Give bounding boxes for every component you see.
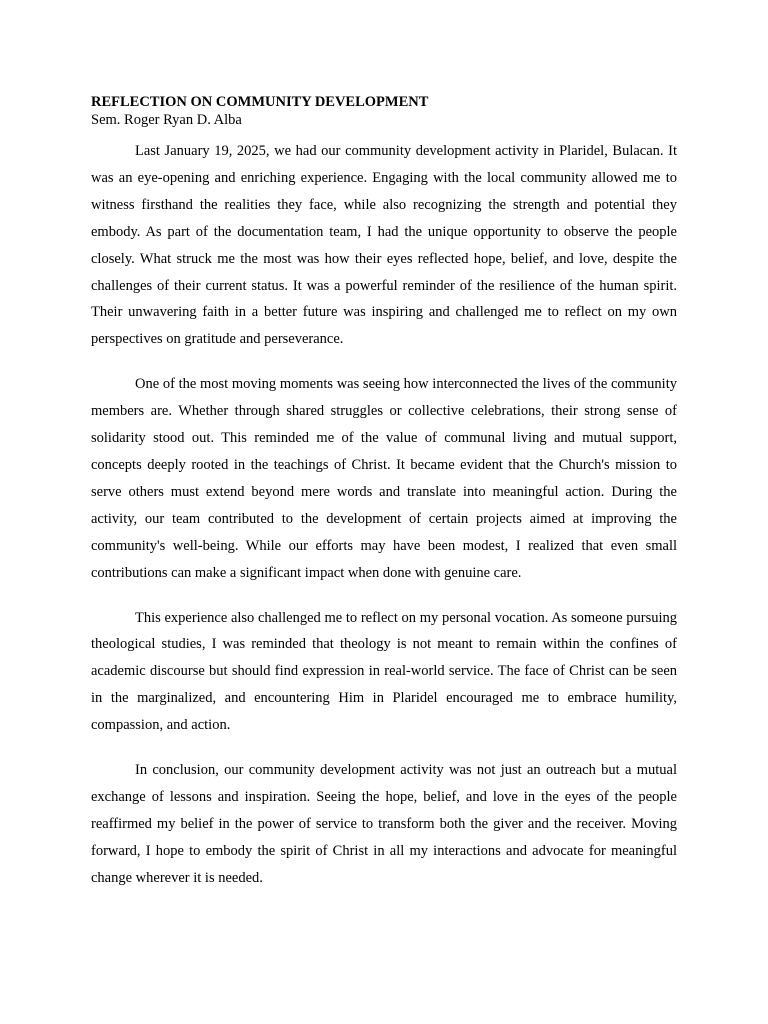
- paragraph-1: Last January 19, 2025, we had our community development activity in Plaridel, Bulacan. It was an eye-opening and enriching experience. Engaging with the local community allowed me to witness firsthand the realities they face, while also recognizing the strength and potential they embody. As part of the documentation team, I had the unique opportunity to observe the people closely. What struck me the most was how their eyes reflected hope, belief, and love, despite the challenges of their current status. It was a powerful reminder of the resilience of the human spirit. Their unwavering faith in a better future was inspiring and challenged me to reflect on my own perspectives on gratitude and perseverance.: [91, 143, 677, 348]
- paragraph-4: In conclusion, our community development activity was not just an outreach but a mutual exchange of lessons and inspiration. Seeing the hope, belief, and love in the eyes of the people reaffirmed my belief in the power of service to transform both the giver and the receiver. Moving forward, I hope to embody the spirit of Christ in all my interactions and advocate for meaningful change wherever it is needed.: [91, 762, 677, 886]
- paragraph-3: This experience also challenged me to reflect on my personal vocation. As someone pursuing theological studies, I was reminded that theology is not meant to remain within the confines of academic discourse but should find expression in real-world service. The face of Christ can be seen in the marginalized, and encountering Him in Plaridel encouraged me to embrace humility, compassion, and action.: [91, 609, 677, 734]
- document-title: REFLECTION ON COMMUNITY DEVELOPMENT: [91, 94, 429, 110]
- paragraph-2: One of the most moving moments was seeing how interconnected the lives of the community members are. Whether through shared struggles or collective celebrations, their strong sense of solidarity stood out. This reminded me of the value of communal living and mutual support, concepts deeply rooted in the teachings of Christ. It became evident that the Church's mission to serve others must extend beyond mere words and translate into meaningful action. During the activity, our team contributed to the development of certain projects aimed at improving the community's well-being. While our efforts may have been modest, I realized that even small contributions can make a significant impact when done with genuine care.: [91, 376, 677, 581]
- document-page: [91, 93, 677, 910]
- document-author: Sem. Roger Ryan D. Alba: [91, 112, 242, 128]
